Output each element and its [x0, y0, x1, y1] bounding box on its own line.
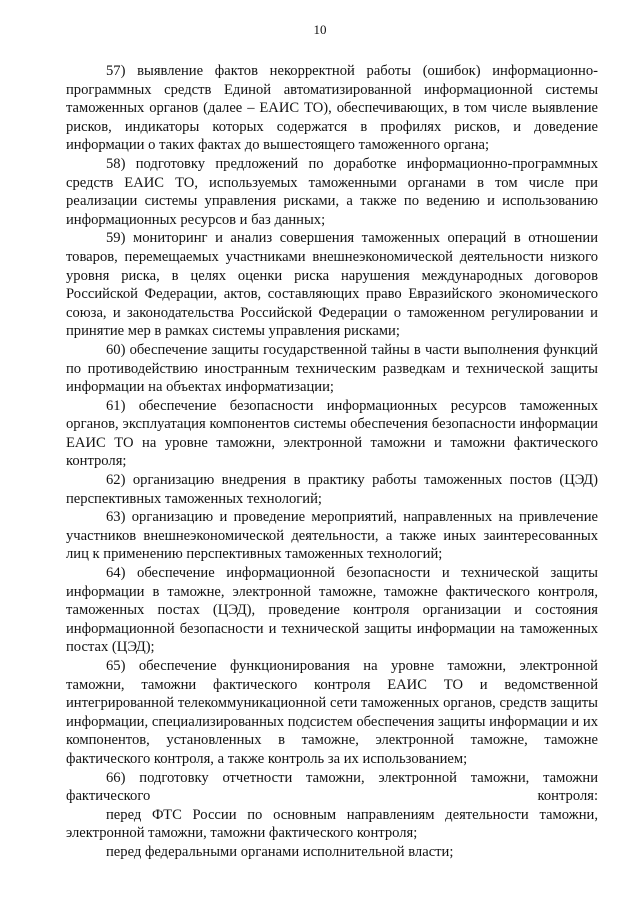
paragraph-58: 58) подготовку предложений по доработке информационно-программных средств ЕАИС ТО, используемых таможенными органами в том числе при реализации системы управления рисками, а также по ведению и использованию информационных ресурсов и баз данных; — [66, 155, 598, 228]
page-number: 10 — [313, 22, 327, 37]
paragraph-65: 65) обеспечение функционирования на уровне таможни, электронной таможни, таможни фактического контроля ЕАИС ТО и ведомственной интегрированной телекоммуникационной сети таможенных органов, средств защиты информации, специализированных подсистем обеспечения защиты информации и их компонентов, установленных в таможне, электронной таможне, таможне фактического контроля, а также контроль за их использованием; — [66, 658, 598, 767]
paragraph-64: 64) обеспечение информационной безопасности и технической защиты информации в таможне, электронной таможне, таможне фактического контроля, таможенных постах (ЦЭД), проведение контроля организации и состояния информационной безопасности и технической защиты информации на таможенных постах (ЦЭД); — [66, 565, 598, 656]
document-body — [66, 62, 598, 862]
paragraph-61: 61) обеспечение безопасности информационных ресурсов таможенных органов, эксплуатация компонентов системы обеспечения безопасности информации ЕАИС ТО на уровне таможни, электронной таможни и таможни фактического контроля; — [66, 397, 598, 470]
paragraph-60: 60) обеспечение защиты государственной тайны в части выполнения функций по противодействию иностранным техническим разведкам и технической защиты информации на объектах информатизации; — [66, 341, 598, 396]
paragraph-59: 59) мониторинг и анализ совершения таможенных операций в отношении товаров, перемещаемых участниками внешнеэкономической деятельности низкого уровня риска, в целях оценки риска нарушения международных договоров Российской Федерации, актов, составляющих право Евразийского экономического союза, и законодательства Российской Федерации о таможенном регулировании и принятие мер в рамках системы управления рисками; — [66, 230, 598, 340]
paragraph-63: 63) организацию и проведение мероприятий, направленных на привлечение участников внешнеэкономической деятельности, а также иных заинтересованных лиц к применению перспективных таможенных технологий; — [66, 509, 598, 563]
paragraph-62: 62) организацию внедрения в практику работы таможенных постов (ЦЭД) перспективных таможенных технологий; — [66, 472, 598, 507]
paragraph-66-item-federal: перед федеральными органами исполнительной власти; — [106, 843, 454, 860]
paragraph-57: 57) выявление фактов некорректной работы (ошибок) информационно-программных средств Единой автоматизированной информационной системы таможенных органов (далее – ЕАИС ТО), обеспечивающих, в том числе выявление рисков, индикаторы которых содержатся в профилях рисков, и доведение информации о таких фактах до вышестоящего таможенного органа; — [66, 63, 598, 154]
paragraph-66: 66) подготовку отчетности таможни, электронной таможни, таможни фактического контроля: — [66, 769, 598, 805]
paragraph-66-item-fts: перед ФТС России по основным направлениям деятельности таможни, электронной таможни, таможни фактического контроля; — [66, 806, 598, 842]
